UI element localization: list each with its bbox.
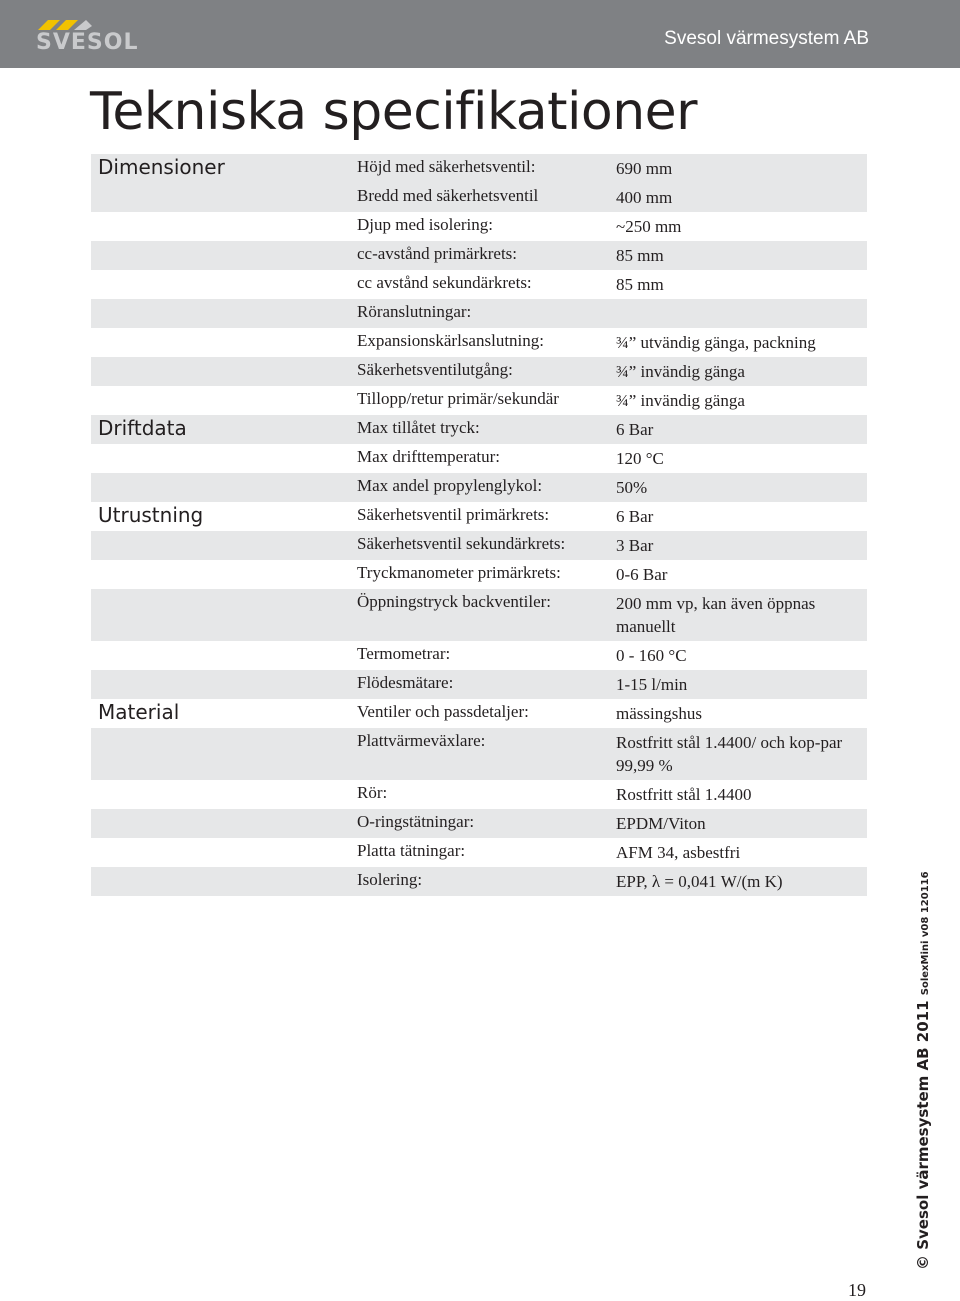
spec-label: Expansionskärlsanslutning: xyxy=(357,331,544,350)
copyright-note xyxy=(914,871,936,1270)
spec-value: 400 mm xyxy=(616,188,673,207)
spec-value: 3 Bar xyxy=(616,536,654,555)
spec-label: Tryckmanometer primärkrets: xyxy=(357,563,561,582)
table-row xyxy=(91,473,867,502)
section-label: Dimensioner xyxy=(98,155,225,179)
spec-label: cc avstånd sekundärkrets: xyxy=(357,273,532,292)
table-row xyxy=(91,415,867,444)
spec-value: 1-15 l/min xyxy=(616,675,688,694)
table-row xyxy=(91,357,867,386)
spec-label: Bredd med säkerhetsventil xyxy=(357,186,539,205)
table-row xyxy=(91,328,867,357)
spec-label: Max tillåtet tryck: xyxy=(357,418,480,437)
table-row xyxy=(91,444,867,473)
spec-value: Rostfritt stål 1.4400/ och kop-par 99,99 % xyxy=(616,733,843,775)
table-row xyxy=(91,809,867,838)
spec-value: 50% xyxy=(616,478,648,497)
spec-value: 690 mm xyxy=(616,159,673,178)
table-row xyxy=(91,183,867,212)
spec-table xyxy=(91,154,867,896)
section-label: Material xyxy=(98,700,180,724)
spec-value: 85 mm xyxy=(616,246,664,265)
spec-label: cc-avstånd primärkrets: xyxy=(357,244,518,263)
spec-value: 85 mm xyxy=(616,275,664,294)
spec-label: Max andel propylenglykol: xyxy=(357,476,543,495)
table-row xyxy=(91,154,867,183)
spec-label: Max drifttemperatur: xyxy=(357,447,501,466)
table-row xyxy=(91,780,867,809)
table-row xyxy=(91,560,867,589)
spec-label: Säkerhetsventil primärkrets: xyxy=(357,505,550,524)
spec-value: EPDM/Viton xyxy=(616,814,706,833)
spec-label: Tillopp/retur primär/sekundär xyxy=(357,389,559,408)
spec-label: Öppningstryck backventiler: xyxy=(357,592,552,611)
spec-value: 0 - 160 °C xyxy=(616,646,687,665)
version-text: SolexMini v08 120116 xyxy=(920,871,931,996)
section-label: Driftdata xyxy=(98,416,187,440)
table-row xyxy=(91,867,867,896)
spec-label: Ventiler och passdetaljer: xyxy=(357,702,529,721)
spec-label: Djup med isolering: xyxy=(357,215,493,234)
spec-value: Rostfritt stål 1.4400 xyxy=(616,785,752,804)
logo-text: SVESOL xyxy=(36,30,139,55)
page-title: Tekniska specifikationer xyxy=(90,82,698,142)
spec-value: EPP, λ = 0,041 W/(m K) xyxy=(616,872,783,891)
table-row xyxy=(91,299,867,328)
spec-value: 200 mm vp, kan även öppnas manuellt xyxy=(616,594,816,636)
copyright-text: © Svesol värmesystem AB 2011 xyxy=(914,1000,932,1270)
spec-value: 6 Bar xyxy=(616,507,654,526)
spec-value: 6 Bar xyxy=(616,420,654,439)
header-bar xyxy=(0,0,960,68)
spec-label: Isolering: xyxy=(357,870,423,889)
table-row xyxy=(91,386,867,415)
spec-value: ~250 mm xyxy=(616,217,682,236)
spec-label: Säkerhetsventilutgång: xyxy=(357,360,513,379)
spec-value: mässingshus xyxy=(616,704,702,723)
table-row xyxy=(91,728,867,780)
table-row xyxy=(91,241,867,270)
company-name: Svesol värmesystem AB xyxy=(664,28,869,49)
table-row xyxy=(91,212,867,241)
section-label: Utrustning xyxy=(98,503,204,527)
table-row xyxy=(91,531,867,560)
page-number: 19 xyxy=(848,1280,866,1300)
spec-label: Flödesmätare: xyxy=(357,673,454,692)
spec-label: Termometrar: xyxy=(357,644,451,663)
spec-label: Höjd med säkerhetsventil: xyxy=(357,157,536,176)
spec-label: Platta tätningar: xyxy=(357,841,466,860)
spec-value: ¾” invändig gänga xyxy=(616,362,745,381)
spec-label: Säkerhetsventil sekundärkrets: xyxy=(357,534,566,553)
spec-label: Plattvärmeväxlare: xyxy=(357,731,486,750)
table-row xyxy=(91,699,867,728)
table-row xyxy=(91,670,867,699)
table-row xyxy=(91,641,867,670)
spec-value: ¾” invändig gänga xyxy=(616,391,745,410)
table-row xyxy=(91,502,867,531)
table-row xyxy=(91,838,867,867)
spec-value: AFM 34, asbestfri xyxy=(616,843,741,862)
table-row xyxy=(91,270,867,299)
spec-label: Röranslutningar: xyxy=(357,302,472,321)
spec-label: O-ringstätningar: xyxy=(357,812,475,831)
table-row xyxy=(91,589,867,641)
spec-value: 0-6 Bar xyxy=(616,565,668,584)
spec-value: 120 °C xyxy=(616,449,664,468)
spec-label: Rör: xyxy=(357,783,388,802)
spec-value: ¾” utvändig gänga, packning xyxy=(616,333,816,352)
